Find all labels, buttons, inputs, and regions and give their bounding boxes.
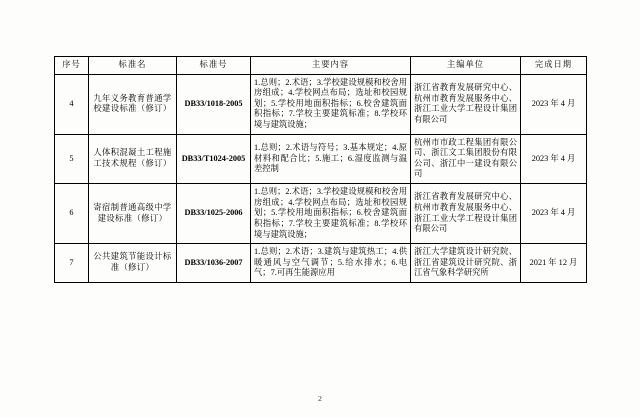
cell-standard-code: DB33/1018-2005 [177,74,251,134]
cell-standard-code: DB33/1025-2006 [177,184,251,244]
column-header-code: 标准号 [177,57,251,75]
cell-chief-unit: 杭州市市政工程集团有限公司、浙江文工集团股份有限公司、浙江中一建设有限公司 [411,134,521,183]
column-header-main: 主要内容 [251,57,411,75]
cell-standard-name: 公共建筑节能设计标准（修订） [89,244,177,283]
table-body [55,74,587,282]
cell-no: 6 [55,184,89,244]
page-number: 2 [318,394,322,403]
table-row [55,74,587,134]
cell-chief-unit: 浙江省教育发展研究中心、杭州市教育发展服务中心、浙江工业大学工程设计集团有限公司 [411,74,521,134]
cell-completion-date: 2021 年 12 月 [521,244,587,283]
column-header-unit: 主编单位 [411,57,521,75]
cell-standard-name: 寄宿制普通高级中学建设标准（修订） [89,184,177,244]
cell-no: 5 [55,134,89,183]
cell-chief-unit: 浙江省教育发展研究中心、杭州市教育发展服务中心、浙江工业大学工程设计集团有限公司 [411,184,521,244]
cell-main-content: 1.总则；2.术语；3.学校建设规模和校舍用房组成；4.学校网点布局；选址和校园规划；5.学校用地面积指标；6.校舍建筑面积指标；7.学校主要建筑标准；8.学校环境与建筑设施； [251,184,411,244]
cell-standard-code: DB33/T1024-2005 [177,134,251,183]
table-header [55,57,587,75]
standards-table [54,56,587,283]
table-row [55,244,587,283]
column-header-no: 序号 [55,57,89,75]
cell-completion-date: 2023 年 4 月 [521,134,587,183]
cell-standard-name: 人体积混凝土工程施工技术规程（修订） [89,134,177,183]
cell-main-content: 1.总则；2.术语；3.建筑与建筑热工；4.供暖通风与空气调节；5.给水排水；6.电气；7.可再生能源应用 [251,244,411,283]
cell-completion-date: 2023 年 4 月 [521,184,587,244]
table-header-row [55,57,587,75]
cell-standard-name: 九年义务教育普通学校建设标准（修订） [89,74,177,134]
cell-no: 7 [55,244,89,283]
cell-chief-unit: 浙江大学建筑设计研究院、浙江省建筑设计研究院、浙江省气象科学研究所 [411,244,521,283]
cell-standard-code: DB33/1036-2007 [177,244,251,283]
table-row [55,134,587,183]
cell-no: 4 [55,74,89,134]
cell-completion-date: 2023 年 4 月 [521,74,587,134]
cell-main-content: 1.总则；2.术语；3.学校建设规模和校舍用房组成；4.学校网点布局；选址和校园规划；5.学校用地面积指标；6.校舍建筑面积指标；7.学校主要建筑标准；8.学校环境与建筑设施； [251,74,411,134]
column-header-name: 标准名 [89,57,177,75]
table-row [55,184,587,244]
column-header-date: 完成日期 [521,57,587,75]
cell-main-content: 1.总则；2.术语与符号；3.基本规定；4.原材料和配合比；5.施工；6.湿度监测与温差控制 [251,134,411,183]
